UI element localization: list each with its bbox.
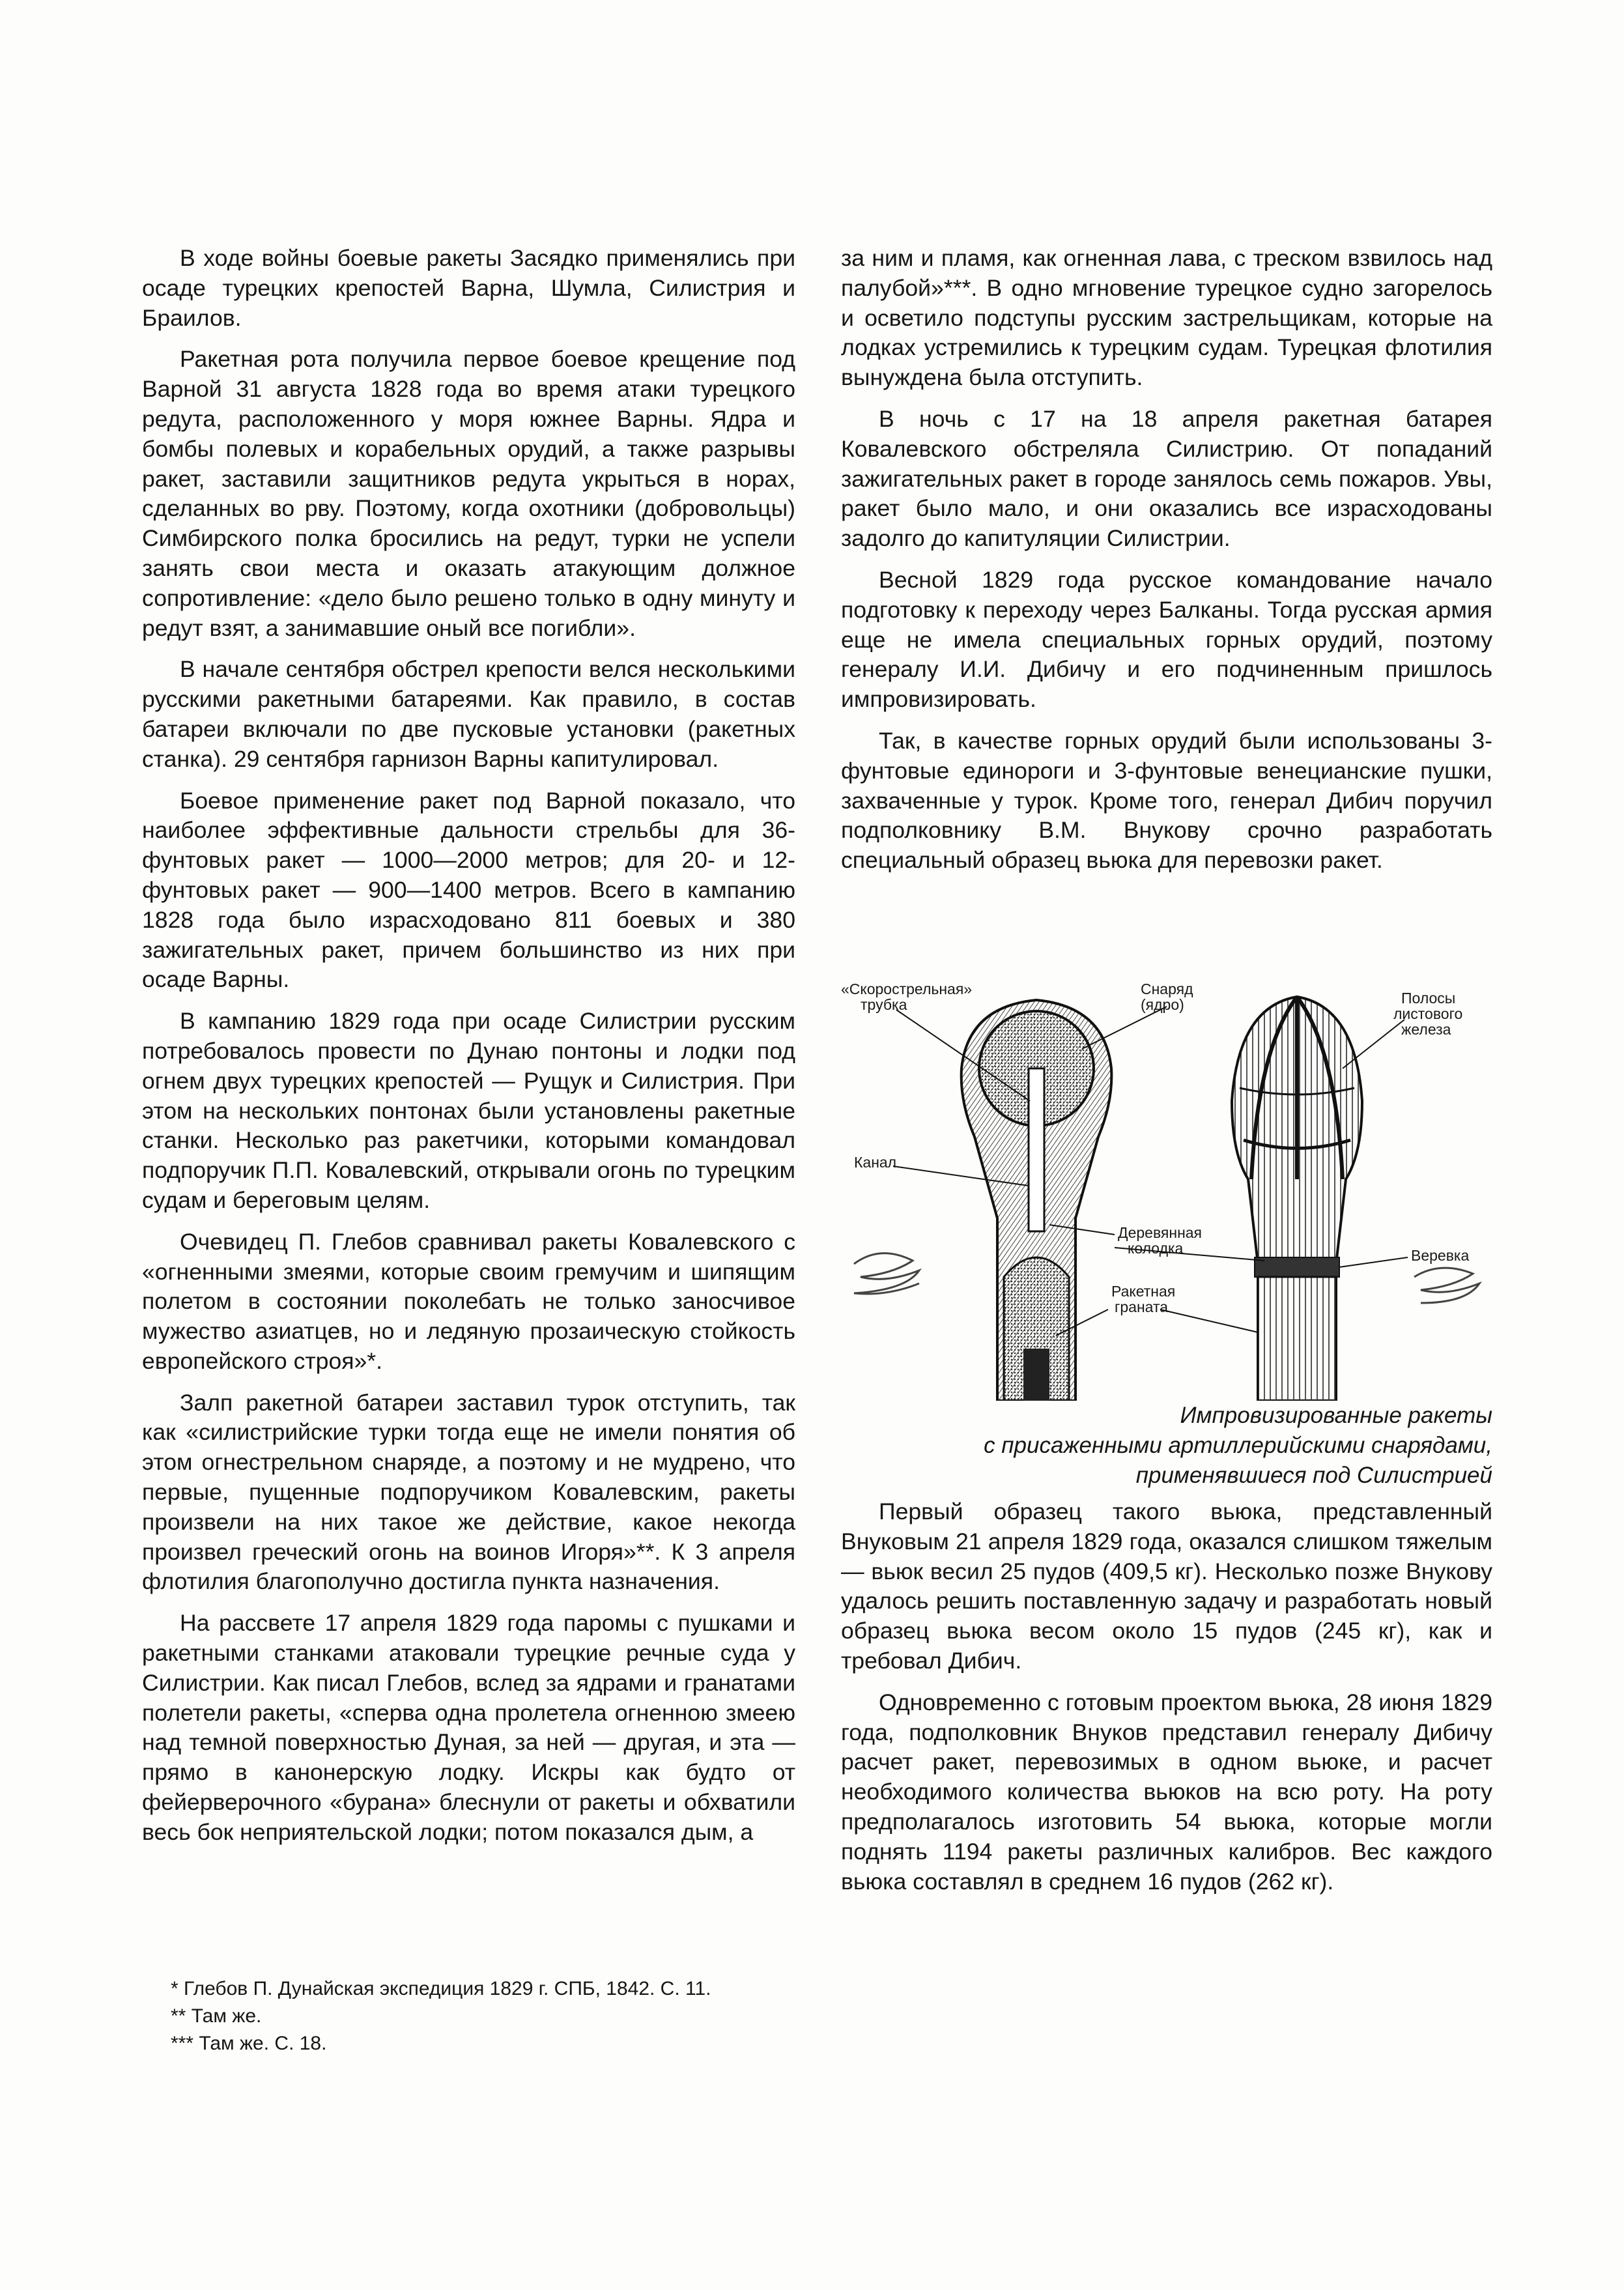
left-column — [142, 244, 795, 1859]
paragraph: Залп ракетной батареи заставил турок отступить, так как «силистрийские турки тогда еще не имели понятия об этом огнестрельном снаряде, а поэтому и не мудрено, что первые, пущенные подпоручиком Ковалевским, ракеты произвели на них такое же действие, какое некогда произвел греческий огонь на воинов Игоря»**. К 3 апреля флотилия благополучно достигла пункта назначения. — [142, 1389, 795, 1595]
caption-line: применявшиеся под Силистрией — [1135, 1463, 1492, 1488]
rocket-illustration — [841, 971, 1492, 1401]
label-strips: листового — [1393, 1005, 1463, 1022]
ground-scribble — [1414, 1268, 1479, 1303]
paragraph: за ним и пламя, как огненная лава, с треском взвилось над палубой»***. В одно мгновение турецкое судно загорелось и осветило подступы русским застрельщикам, которые на лодках устремились к турецким судам. Турецкая флотилия вынуждена была отступить. — [841, 245, 1492, 391]
paragraph: На рассвете 17 апреля 1829 года паромы с пушками и ракетными станками атаковали турецкие речные суда у Силистрии. Как писал Глебов, вслед за ядрами и гранатами полетели ракеты, «сперва одна пролетела огненною змеею над темной поверхностью Дуная, за ней — другая, и эта — прямо в канонерскую лодку. Искры как будто от фейерверочного «бурана» блеснули от ракеты и обхватили весь бок неприятельской лодки; потом показался дым, а — [142, 1610, 795, 1845]
rocket-external-drawing — [1232, 997, 1362, 1401]
paragraph: Весной 1829 года русское командование начало подготовку к переходу через Балканы. Тогда русская армия еще не имела специальных горных орудий, поэтому генералу И.И. Дибичу и его подчиненным пришлось импровизировать. — [841, 566, 1492, 713]
paragraph: В кампанию 1829 года при осаде Силистрии русским потребовалось провести по Дунаю понтоны и лодки под огнем двух турецких крепостей — Рущук и Силистрия. При этом на нескольких понтонах были установлены ракетные станки. Несколько раз ракетчики, которыми командовал подпоручик П.П. Ковалевский, открывали огонь по турецким судам и береговым целям. — [142, 1008, 795, 1213]
label-strips: железа — [1401, 1021, 1451, 1038]
figure-labels — [841, 980, 1470, 1315]
label-grenade: граната — [1115, 1298, 1169, 1315]
paragraph: Так, в качестве горных орудий были использованы 3-фунтовые единороги и 3-фунтовые венецианские пушки, захваченные у турок. Кроме того, генерал Дибич поручил подполковнику В.М. Внукову срочно разработать специальный образец вьюка для перевозки ракет. — [841, 727, 1492, 874]
right-column-bottom — [841, 1497, 1492, 1908]
label-shell: Снаряд — [1141, 980, 1193, 997]
rocket-section-drawing — [962, 1000, 1112, 1401]
label-grenade: Ракетная — [1111, 1283, 1176, 1300]
paragraph: Боевое применение ракет под Варной показало, что наиболее эффективные дальности стрельбы для 36-фунтовых ракет — 1000—2000 метров; для 20- и 12-фунтовых ракет — 900—1400 метров. Всего в кампанию 1828 года было израсходовано 811 боевых и 380 зажигательных ракет, причем большинство из них при осаде Варны. — [142, 787, 795, 993]
footnote: * Глебов П. Дунайская экспедиция 1829 г. СПБ, 1842. С. 11. — [171, 1978, 711, 1999]
label-tube: трубка — [861, 996, 907, 1013]
label-strips: Полосы — [1401, 990, 1456, 1007]
paragraph: В ночь с 17 на 18 апреля ракетная батарея Ковалевского обстреляла Силистрию. От попаданий зажигательных ракет в городе занялось семь пожаров. Увы, ракет было мало, и они оказались все израсходованы задолго до капитуляции Силистрии. — [841, 405, 1492, 552]
footnote: ** Там же. — [171, 2005, 262, 2027]
right-column-top — [841, 244, 1492, 887]
label-block: колодка — [1128, 1240, 1184, 1257]
figure-caption — [841, 1401, 1492, 1491]
paragraph: Ракетная рота получила первое боевое крещение под Варной 31 августа 1828 года во время атаки турецкого редута, расположенного у моря южнее Варны. Ядра и бомбы полевых и корабельных орудий, а также разрывы ракет, заставили защитников редута укрыться в норах, сделанных во рву. Поэтому, когда охотники (добровольцы) Симбирского полка бросились на редут, турки не успели занять свои места и оказать атакующим должное сопротивление: «дело было решено только в одну минуту и редут взят, а занимавшие оный все погибли». — [142, 346, 795, 641]
paragraph: В начале сентября обстрел крепости велся несколькими русскими ракетными батареями. Как правило, в состав батареи включали по две пусковые установки (ракетных станка). 29 сентября гарнизон Варны капитулировал. — [142, 656, 795, 772]
footnote: *** Там же. С. 18. — [171, 2033, 327, 2054]
label-channel: Канал — [854, 1154, 897, 1171]
label-block: Деревянная — [1118, 1224, 1203, 1241]
ground-scribble — [854, 1253, 919, 1294]
paragraph: Первый образец такого вьюка, представленный Внуковым 21 апреля 1829 года, оказался слишком тяжелым — вьюк весил 25 пудов (409,5 кг). Несколько позже Внукову удалось решить поставленную задачу и разработать новый образец вьюка весом около 15 пудов (245 кг), как и требовал Дибич. — [841, 1498, 1492, 1674]
label-tube: «Скорострельная» — [841, 980, 973, 997]
footnotes — [171, 1975, 1083, 2057]
label-shell: (ядро) — [1141, 996, 1184, 1013]
paragraph: Очевидец П. Глебов сравнивал ракеты Ковалевского с «огненными змеями, которые своим гремучим и шипящим полетом в состоянии поколебать не только заносчивое мужество азиатцев, но и ледяную прозаическую стойкость европейского строя»*. — [142, 1228, 795, 1374]
paragraph: В ходе войны боевые ракеты Засядко применялись при осаде турецких крепостей Варна, Шумла, Силистрия и Браилов. — [142, 245, 795, 331]
label-rope: Веревка — [1411, 1247, 1470, 1264]
paragraph: Одновременно с готовым проектом вьюка, 28 июня 1829 года, подполковник Внуков представил генералу Дибичу расчет ракет, перевозимых в одном вьюке, и расчет необходимого количества вьюков на всю роту. На роту предполагалось изготовить 54 вьюка, которые могли поднять 1194 ракеты различных калибров. Вес каждого вьюка составлял в среднем 16 пудов (262 кг). — [841, 1689, 1492, 1895]
caption-line: Импровизированные ракеты — [1180, 1403, 1492, 1428]
caption-line: с присаженными артиллерийскими снарядами, — [984, 1433, 1492, 1458]
